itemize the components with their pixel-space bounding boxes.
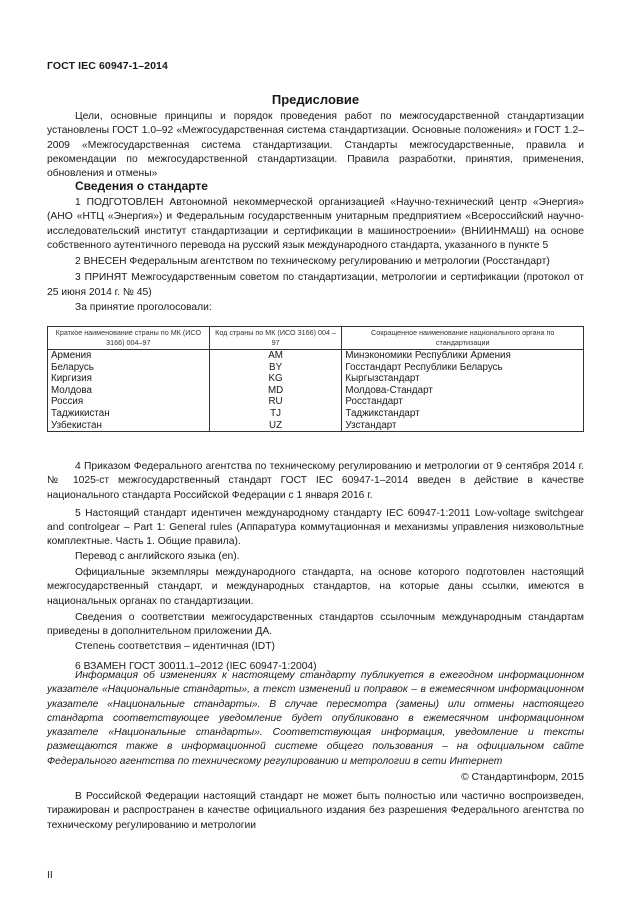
voting-table	[47, 326, 584, 432]
copyright-line: © Стандартинформ, 2015	[461, 772, 584, 783]
appendix-note: Сведения о соответствии межгосударственных стандартов ссылочным международным стандартам приведены в дополнительном приложении ДА.	[47, 611, 584, 638]
agency-cell: Таджикстандарт	[342, 408, 584, 420]
translation-note: Перевод с английского языка (en).	[75, 550, 240, 562]
country-code-cell: MD	[209, 385, 342, 397]
table-row	[48, 350, 584, 362]
document-code-header: ГОСТ IEC 60947-1–2014	[47, 60, 168, 72]
agency-cell: Минэкономики Республики Армения	[342, 350, 584, 362]
item-5-identical: 5 Настоящий стандарт идентичен международному стандарту IEC 60947-1:2011 Low-voltage switchgear and controlgear – Part 1: General rules (Аппаратура коммутационная и механизмы управления низковольтные комплектные. Часть 1. Общие правила).	[47, 507, 584, 548]
agency-cell: Кыргызстандарт	[342, 373, 584, 385]
country-code-cell: AM	[209, 350, 342, 362]
country-code-cell: BY	[209, 362, 342, 374]
info-notice-section	[47, 669, 584, 769]
country-code-cell: TJ	[209, 408, 342, 420]
table-row	[48, 408, 584, 420]
agency-cell: Госстандарт Республики Беларусь	[342, 362, 584, 374]
item-4-order: 4 Приказом Федерального агентства по техническому регулированию и метрологии от 9 сентября 2014 г. № 1025-ст межгосударственный стандарт ГОСТ IEC 60947-1–2014 введен в действие в качестве национального стандарта Российской Федерации с 1 января 2016 г.	[47, 461, 584, 501]
agency-cell: Молдова-Стандарт	[342, 385, 584, 397]
table-row	[48, 396, 584, 408]
info-notice-paragraph: Информация об изменениях к настоящему стандарту публикуется в ежегодном информационном указателе «Национальные стандарты», а текст изменений и поправок – в ежемесячном информационном указателе «Национальные стандарты». В случае пересмотра (замены) или отмены настоящего стандарта соответствующее уведомление будет опубликовано в ежемесячном информационном указателе «Национальные стандарты». Соответствующая информация, уведомление и тексты размещаются также в информационной системе общего пользования – на официальном сайте Федерального агентства по техническому регулированию и метрологии в сети Интернет	[47, 670, 584, 767]
conformity-degree: Степень соответствия – идентичная (IDT)	[75, 640, 275, 652]
table-row	[48, 385, 584, 397]
table-row	[48, 373, 584, 385]
table-body	[48, 350, 584, 432]
page-number: II	[47, 870, 53, 881]
table-header-code: Код страны по МК (ИСО 3166) 004 – 97	[209, 327, 342, 350]
page-title: Предисловие	[271, 92, 360, 107]
table-header-country: Краткое наименование страны по МК (ИСО 3166) 004–97	[48, 327, 210, 350]
country-cell: Армения	[48, 350, 210, 362]
standard-info-section	[47, 179, 584, 315]
item-3-adopted: 3 ПРИНЯТ Межгосударственным советом по стандартизации, метрологии и сертификации (протокол от 25 июня 2014 г. № 45)	[47, 272, 584, 298]
rights-paragraph: В Российской Федерации настоящий стандарт не может быть полностью или частично воспроизведен, тиражирован и распространен в качестве официального издания без разрешения Федерального агентства по техническому регулированию и метрологии	[47, 791, 584, 831]
voted-label: За принятие проголосовали:	[75, 302, 212, 314]
section-subtitle: Сведения о стандарте	[75, 179, 208, 193]
country-cell: Беларусь	[48, 362, 210, 374]
intro-paragraph: Цели, основные принципы и порядок проведения работ по межгосударственной стандартизации установлены ГОСТ 1.0–92 «Межгосударственная система стандартизации. Основные положения» и ГОСТ 1.2–2009 «Межгосударственная система стандартизации. Стандарты межгосударственные, правила и рекомендации по межгосударственной стандартизации. Правила разработки, принятия, применения, обновления и отмены»	[47, 111, 584, 180]
table-row	[48, 362, 584, 374]
table-row	[48, 420, 584, 432]
agency-cell: Росстандарт	[342, 396, 584, 408]
country-cell: Узбекистан	[48, 420, 210, 432]
table-header-agency: Сокращенное наименование национального органа по стандартизации	[342, 327, 584, 350]
country-code-cell: RU	[209, 396, 342, 408]
country-cell: Россия	[48, 396, 210, 408]
rights-section	[47, 790, 584, 833]
country-cell: Молдова	[48, 385, 210, 397]
item-2-submitted: 2 ВНЕСЕН Федеральным агентством по техническому регулированию и метрологии (Росстандарт)	[75, 256, 550, 268]
country-cell: Киргизия	[48, 373, 210, 385]
agency-cell: Узстандарт	[342, 420, 584, 432]
item-6-replaces: 6 ВЗАМЕН ГОСТ 30011.1–2012 (IEC 60947-1:2004)	[75, 660, 317, 672]
country-cell: Таджикистан	[48, 408, 210, 420]
country-code-cell: KG	[209, 373, 342, 385]
country-code-cell: UZ	[209, 420, 342, 432]
standard-info-continued	[47, 460, 584, 674]
official-copies-note: Официальные экземпляры международного стандарта, на основе которого подготовлен настоящий межгосударственный стандарт, и международных стандартов, на которые даны ссылки, имеются в национальных органах по стандартизации.	[47, 567, 584, 607]
item-1-prepared: 1 ПОДГОТОВЛЕН Автономной некоммерческой организацией «Научно-технический центр «Энергия» (АНО «НТЦ «Энергия») и Федеральным государственным унитарным предприятием «Всероссийский научно-исследовательский институт стандартизации и сертификации в машиностроении» (ВНИИНМАШ) на основе собственного аутентичного перевода на русский язык международного стандарта, указанного в пункте 5	[47, 197, 584, 251]
intro-section	[47, 110, 584, 181]
voting-table-wrapper	[47, 326, 584, 432]
